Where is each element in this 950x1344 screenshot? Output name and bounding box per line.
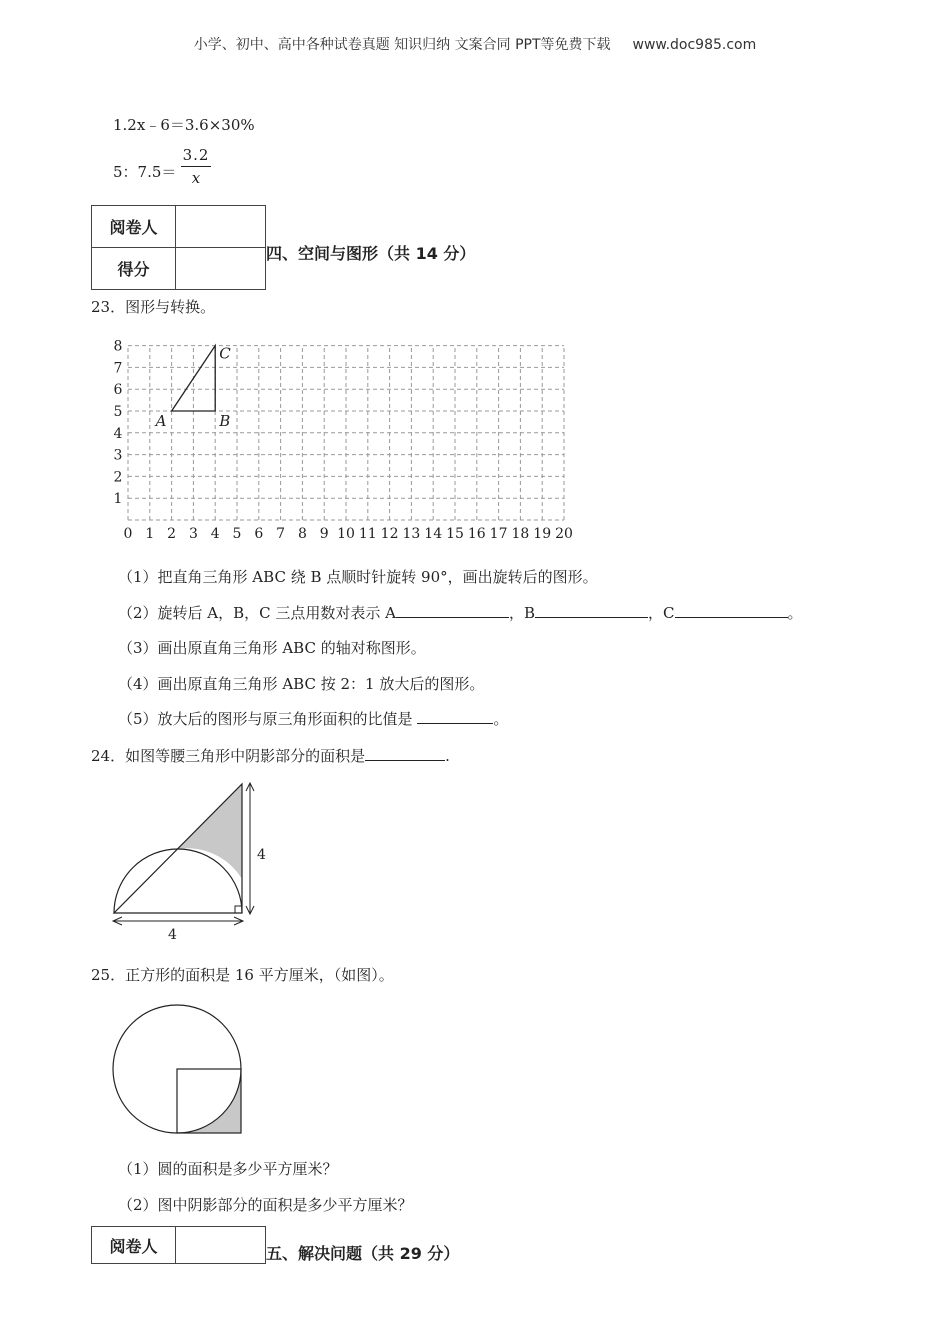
- q24-stem: [91, 745, 450, 766]
- x-tick-labels: [124, 526, 573, 542]
- q24-stem-text: 24．如图等腰三角形中阴影部分的面积是: [91, 747, 366, 765]
- section-4-title: 四、空间与图形（共 14 分）: [266, 244, 476, 263]
- y-tick-label: 2: [113, 469, 123, 486]
- x-tick-label: 0: [123, 526, 133, 542]
- answer-blank-ratio[interactable]: [417, 709, 493, 724]
- reviewer-field-2[interactable]: [176, 1227, 266, 1264]
- height-label: 4: [257, 847, 266, 863]
- q23-part-2-prefix: （2）旋转后 A，B，C 三点用数对表示 A: [118, 604, 397, 622]
- q23-part-3: （3）画出原直角三角形 ABC 的轴对称图形。: [118, 639, 426, 657]
- point-label-c: C: [219, 344, 231, 363]
- score-field[interactable]: [176, 248, 266, 290]
- y-tick-label: 5: [113, 404, 123, 420]
- equation-1: 1.2x﹣6＝3.6×30%: [113, 116, 255, 134]
- answer-blank-a[interactable]: [396, 603, 509, 618]
- equation-2-fraction: [181, 146, 211, 187]
- q23-part-5-end: 。: [493, 710, 509, 728]
- q25-part-1: （1）圆的面积是多少平方厘米？: [118, 1160, 338, 1178]
- q25-figure: [100, 998, 260, 1143]
- x-tick-label: 14: [424, 526, 443, 542]
- x-tick-label: 10: [337, 526, 355, 542]
- x-tick-label: 16: [467, 526, 486, 542]
- reviewer-label-2: 阅卷人: [92, 1227, 176, 1264]
- q25-part-2: （2）图中阴影部分的面积是多少平方厘米？: [118, 1196, 413, 1214]
- q23-stem: 23．图形与转换。: [91, 298, 216, 316]
- q24-stem-end: .: [445, 747, 450, 765]
- x-tick-label: 19: [533, 526, 552, 542]
- x-tick-label: 17: [489, 526, 508, 542]
- q23-grid-figure: [100, 335, 590, 545]
- x-tick-label: 8: [297, 526, 307, 542]
- x-tick-label: 13: [402, 526, 421, 542]
- q23-part-2-c: ，C: [648, 604, 675, 622]
- score-table-section4: [91, 205, 266, 290]
- y-tick-labels: [114, 339, 123, 508]
- fraction-bar: [181, 166, 211, 167]
- y-tick-label: 1: [113, 491, 123, 508]
- x-tick-label: 4: [210, 526, 220, 542]
- q23-part-5-text: （5）放大后的图形与原三角形面积的比值是: [118, 710, 413, 728]
- shaded-region: [177, 784, 242, 879]
- q23-part-5: [118, 708, 508, 729]
- grid-lines: [128, 346, 564, 520]
- x-tick-label: 15: [446, 526, 464, 542]
- fraction-numerator: 3.2: [182, 146, 210, 164]
- q23-part-1: （1）把直角三角形 ABC 绕 B 点顺时针旋转 90°，画出旋转后的图形。: [118, 568, 598, 586]
- y-tick-label: 4: [113, 425, 123, 442]
- x-tick-label: 18: [511, 526, 530, 542]
- point-label-a: A: [155, 412, 167, 430]
- q23-part-2: [118, 602, 803, 623]
- shaded-corner: [177, 1069, 241, 1133]
- q23-part-2-end: 。: [787, 604, 803, 622]
- right-angle-mark: [235, 906, 242, 913]
- q24-figure: [100, 775, 290, 945]
- reviewer-field[interactable]: [176, 206, 266, 248]
- reviewer-label: 阅卷人: [92, 206, 176, 248]
- answer-blank-b[interactable]: [535, 603, 648, 618]
- answer-blank-q24[interactable]: [365, 746, 445, 761]
- x-tick-label: 9: [319, 526, 329, 542]
- score-table-section5: [91, 1226, 266, 1264]
- x-tick-label: 3: [188, 526, 198, 542]
- q23-part-2-b: ，B: [509, 604, 536, 622]
- x-tick-label: 1: [145, 526, 155, 542]
- answer-blank-c[interactable]: [675, 603, 788, 618]
- header-text: 小学、初中、高中各种试卷真题 知识归纳 文案合同 PPT等免费下载: [193, 37, 611, 53]
- equation-2-left: 5：7.5＝: [113, 163, 177, 181]
- section-5-title: 五、解决问题（共 29 分）: [266, 1244, 460, 1263]
- header-url[interactable]: www.doc985.com: [632, 37, 757, 53]
- q23-part-4: （4）画出原直角三角形 ABC 按 2：1 放大后的图形。: [118, 675, 485, 693]
- y-tick-label: 8: [113, 338, 123, 355]
- score-label: 得分: [92, 248, 176, 290]
- x-tick-label: 5: [232, 526, 242, 542]
- x-tick-label: 20: [555, 526, 573, 542]
- x-tick-label: 2: [167, 526, 177, 542]
- point-label-b: B: [219, 412, 231, 430]
- x-tick-label: 6: [254, 526, 264, 542]
- base-label: 4: [168, 927, 177, 943]
- page-header: [0, 34, 950, 54]
- x-tick-label: 11: [358, 526, 377, 542]
- point-labels: [154, 345, 232, 430]
- y-tick-label: 3: [113, 447, 123, 464]
- fraction-denominator: x: [191, 169, 201, 187]
- x-tick-label: 12: [380, 526, 399, 542]
- x-tick-label: 7: [276, 526, 286, 542]
- y-tick-label: 6: [113, 382, 123, 399]
- y-tick-label: 7: [113, 360, 123, 377]
- q25-stem: 25．正方形的面积是 16 平方厘米，（如图）。: [91, 966, 394, 984]
